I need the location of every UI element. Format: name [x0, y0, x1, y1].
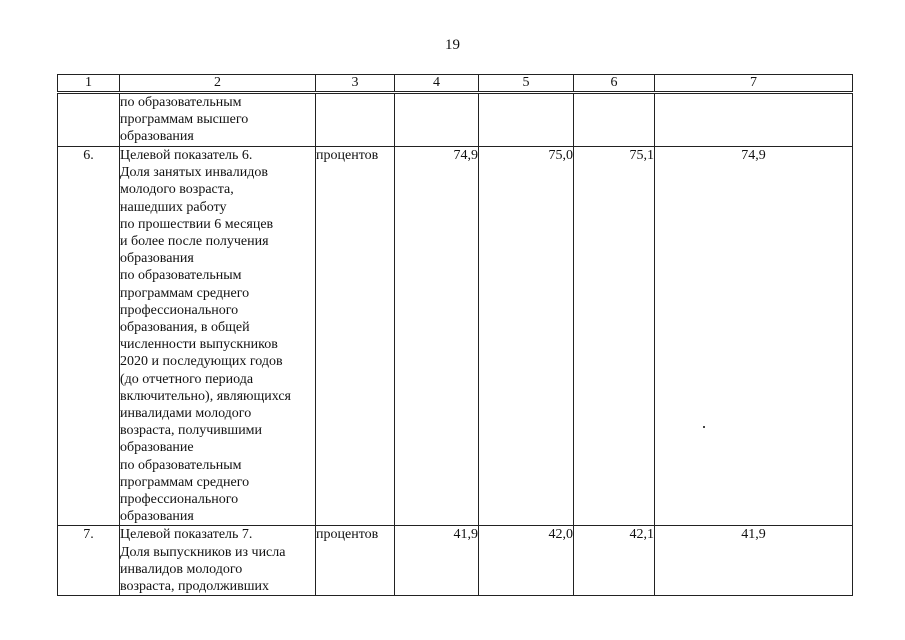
value-cell [479, 93, 574, 147]
row-number-cell: 6. [58, 147, 120, 526]
value-cell: 41,9 [655, 526, 853, 596]
description-line: и более после получения [120, 234, 269, 250]
value-cell [655, 93, 853, 147]
scan-speck [703, 426, 705, 428]
description-line: по образовательным [120, 457, 242, 473]
value-cell: 74,9 [395, 147, 479, 526]
table-row [58, 93, 853, 147]
description-line: инвалидами молодого [120, 406, 252, 422]
value-cell [395, 93, 479, 147]
unit-cell [316, 93, 395, 147]
indicators-table [57, 74, 853, 596]
column-header: 1 [58, 75, 120, 93]
unit-cell: процентов [316, 147, 395, 526]
column-header: 6 [574, 75, 655, 93]
row-number-cell [58, 93, 120, 147]
value-cell: 42,0 [479, 526, 574, 596]
description-line: численности выпускников [120, 337, 278, 353]
description-line: Доля выпускников из числа [120, 544, 286, 560]
value-cell: 74,9 [655, 147, 853, 526]
description-line: программам среднего [120, 474, 250, 490]
description-line: профессионального [120, 492, 239, 508]
description-line: образования [120, 251, 194, 267]
value-cell [574, 93, 655, 147]
column-header: 7 [655, 75, 853, 93]
description-line: включительно), являющихся [120, 388, 291, 404]
description-line: образование [120, 440, 194, 456]
description-line: программам высшего [120, 112, 249, 128]
description-line: программам среднего [120, 285, 250, 301]
value-cell: 41,9 [395, 526, 479, 596]
column-header: 5 [479, 75, 574, 93]
description-line: (до отчетного периода [120, 371, 254, 387]
table-row [58, 526, 853, 596]
column-header: 4 [395, 75, 479, 93]
row-number-cell: 7. [58, 526, 120, 596]
description-line: нашедших работу [120, 199, 227, 215]
table-header-row [58, 75, 853, 93]
description-line: по образовательным [120, 95, 242, 110]
table-row [58, 147, 853, 526]
description-line: 2020 и последующих годов [120, 354, 283, 370]
unit-cell: процентов [316, 526, 395, 596]
description-line: образования, в общей [120, 320, 250, 336]
value-cell: 75,1 [574, 147, 655, 526]
description-line: по прошествии 6 месяцев [120, 216, 274, 232]
description-line: по образовательным [120, 268, 242, 284]
description-line: инвалидов молодого [120, 561, 243, 577]
value-cell: 42,1 [574, 526, 655, 596]
description-line: Целевой показатель 7. [120, 527, 253, 543]
description-line: Целевой показатель 6. [120, 148, 253, 163]
description-line: Доля занятых инвалидов [120, 165, 268, 181]
page-number: 19 [445, 37, 460, 53]
description-line: образования [120, 509, 194, 525]
column-header: 2 [120, 75, 316, 93]
description-line: возраста, продолживших [120, 579, 270, 595]
indicator-description [120, 147, 316, 526]
description-line: возраста, получившими [120, 423, 263, 439]
description-line: молодого возраста, [120, 182, 234, 198]
column-header: 3 [316, 75, 395, 93]
indicator-description [120, 93, 316, 147]
indicator-description [120, 526, 316, 596]
value-cell: 75,0 [479, 147, 574, 526]
description-line: образования [120, 129, 194, 145]
description-line: профессионального [120, 302, 239, 318]
